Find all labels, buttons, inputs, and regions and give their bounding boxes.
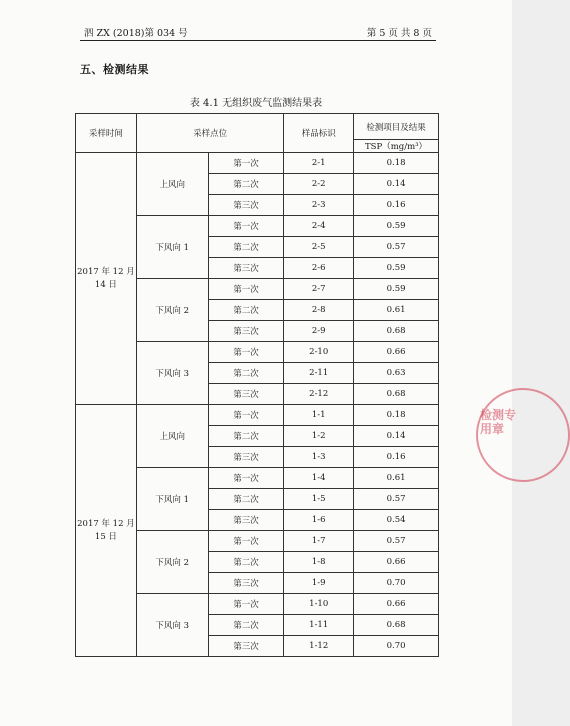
- tsp-value-cell: 0.61: [354, 300, 439, 321]
- sample-id-cell: 2-9: [284, 321, 354, 342]
- sampling-round-cell: 第二次: [208, 489, 284, 510]
- tsp-value-cell: 0.63: [354, 363, 439, 384]
- results-table: [75, 113, 439, 657]
- sampling-round-cell: 第一次: [208, 531, 284, 552]
- sample-id-cell: 2-7: [284, 279, 354, 300]
- sample-id-cell: 1-5: [284, 489, 354, 510]
- sample-id-cell: 1-1: [284, 405, 354, 426]
- header-tsp: TSP（mg/m³）: [354, 140, 439, 153]
- sampling-round-cell: 第三次: [208, 321, 284, 342]
- sample-id-cell: 2-8: [284, 300, 354, 321]
- sample-id-cell: 1-4: [284, 468, 354, 489]
- sample-id-cell: 1-10: [284, 594, 354, 615]
- sampling-round-cell: 第三次: [208, 636, 284, 657]
- tsp-value-cell: 0.16: [354, 447, 439, 468]
- sample-id-cell: 1-11: [284, 615, 354, 636]
- tsp-value-cell: 0.57: [354, 237, 439, 258]
- tsp-value-cell: 0.66: [354, 552, 439, 573]
- sample-id-cell: 1-12: [284, 636, 354, 657]
- sample-id-cell: 2-3: [284, 195, 354, 216]
- sampling-round-cell: 第一次: [208, 279, 284, 300]
- tsp-value-cell: 0.59: [354, 216, 439, 237]
- tsp-value-cell: 0.16: [354, 195, 439, 216]
- header-sampling-time: 采样时间: [76, 114, 137, 153]
- tsp-value-cell: 0.70: [354, 636, 439, 657]
- sampling-round-cell: 第二次: [208, 552, 284, 573]
- sampling-date-cell: 2017 年 12 月 14 日: [76, 153, 137, 405]
- section-title: 五、检测结果: [80, 63, 149, 76]
- tsp-value-cell: 0.57: [354, 489, 439, 510]
- sampling-round-cell: 第二次: [208, 363, 284, 384]
- sampling-location-cell: 下风向 2: [136, 531, 208, 594]
- header-sampling-location: 采样点位: [136, 114, 283, 153]
- tsp-value-cell: 0.68: [354, 384, 439, 405]
- sampling-round-cell: 第一次: [208, 594, 284, 615]
- tsp-value-cell: 0.54: [354, 510, 439, 531]
- seal-text: 检测专用章: [480, 408, 517, 436]
- page-number: 第 5 页 共 8 页: [366, 28, 432, 39]
- tsp-value-cell: 0.14: [354, 426, 439, 447]
- tsp-value-cell: 0.14: [354, 174, 439, 195]
- tsp-value-cell: 0.70: [354, 573, 439, 594]
- document-number: 泗 ZX (2018)第 034 号: [84, 28, 188, 39]
- sampling-round-cell: 第二次: [208, 174, 284, 195]
- sampling-round-cell: 第一次: [208, 405, 284, 426]
- tsp-value-cell: 0.59: [354, 279, 439, 300]
- sampling-location-cell: 下风向 3: [136, 594, 208, 657]
- sample-id-cell: 1-2: [284, 426, 354, 447]
- page-header: [80, 14, 436, 41]
- sample-id-cell: 2-4: [284, 216, 354, 237]
- tsp-value-cell: 0.18: [354, 153, 439, 174]
- sample-id-cell: 2-1: [284, 153, 354, 174]
- sampling-round-cell: 第三次: [208, 510, 284, 531]
- sample-id-cell: 1-6: [284, 510, 354, 531]
- sample-id-cell: 2-12: [284, 384, 354, 405]
- sample-id-cell: 1-7: [284, 531, 354, 552]
- table-caption: 表 4.1 无组织废气监测结果表: [189, 98, 323, 109]
- sampling-round-cell: 第二次: [208, 615, 284, 636]
- sampling-location-cell: 下风向 1: [136, 468, 208, 531]
- tsp-value-cell: 0.18: [354, 405, 439, 426]
- sample-id-cell: 1-8: [284, 552, 354, 573]
- sampling-location-cell: 上风向: [136, 153, 208, 216]
- sampling-round-cell: 第三次: [208, 195, 284, 216]
- sample-id-cell: 2-6: [284, 258, 354, 279]
- table-body: [76, 153, 439, 657]
- sampling-location-cell: 上风向: [136, 405, 208, 468]
- sample-id-cell: 1-3: [284, 447, 354, 468]
- sample-id-cell: 2-11: [284, 363, 354, 384]
- table-row: [76, 153, 439, 174]
- sampling-round-cell: 第三次: [208, 573, 284, 594]
- sampling-location-cell: 下风向 3: [136, 342, 208, 405]
- sampling-round-cell: 第二次: [208, 426, 284, 447]
- sample-id-cell: 1-9: [284, 573, 354, 594]
- sampling-date-cell: 2017 年 12 月 15 日: [76, 405, 137, 657]
- sampling-round-cell: 第一次: [208, 153, 284, 174]
- tsp-value-cell: 0.66: [354, 594, 439, 615]
- sampling-round-cell: 第二次: [208, 300, 284, 321]
- sampling-location-cell: 下风向 1: [136, 216, 208, 279]
- sample-id-cell: 2-10: [284, 342, 354, 363]
- sample-id-cell: 2-5: [284, 237, 354, 258]
- sampling-location-cell: 下风向 2: [136, 279, 208, 342]
- tsp-value-cell: 0.59: [354, 258, 439, 279]
- sampling-round-cell: 第一次: [208, 468, 284, 489]
- sample-id-cell: 2-2: [284, 174, 354, 195]
- tsp-value-cell: 0.68: [354, 615, 439, 636]
- official-seal: [476, 388, 570, 482]
- header-sample-id: 样品标识: [284, 114, 354, 153]
- sampling-round-cell: 第二次: [208, 237, 284, 258]
- sampling-round-cell: 第一次: [208, 216, 284, 237]
- table-row: [76, 405, 439, 426]
- tsp-value-cell: 0.66: [354, 342, 439, 363]
- sampling-round-cell: 第三次: [208, 384, 284, 405]
- tsp-value-cell: 0.68: [354, 321, 439, 342]
- header-test-result: 检测项目及结果: [354, 114, 439, 140]
- sampling-round-cell: 第一次: [208, 342, 284, 363]
- sampling-round-cell: 第三次: [208, 447, 284, 468]
- sampling-round-cell: 第三次: [208, 258, 284, 279]
- tsp-value-cell: 0.57: [354, 531, 439, 552]
- tsp-value-cell: 0.61: [354, 468, 439, 489]
